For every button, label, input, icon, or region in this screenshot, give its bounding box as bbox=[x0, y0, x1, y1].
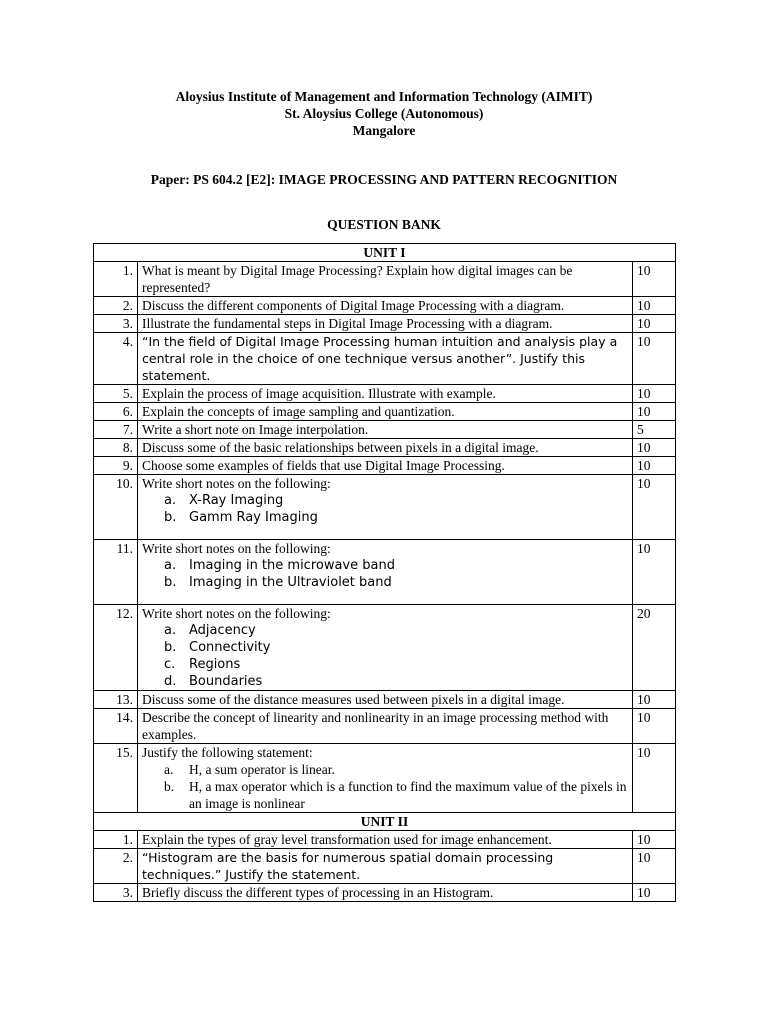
question-cell bbox=[138, 457, 633, 475]
question-marks: 10 bbox=[633, 849, 676, 884]
question-text: Explain the concepts of image sampling and quantization. bbox=[142, 404, 455, 419]
question-row bbox=[94, 421, 676, 439]
question-marks: 10 bbox=[633, 475, 676, 540]
sub-question-text: Adjacency bbox=[189, 623, 256, 638]
question-row bbox=[94, 385, 676, 403]
question-row bbox=[94, 315, 676, 333]
paper-title: Paper: PS 604.2 [E2]: IMAGE PROCESSING AND PATTERN RECOGNITION bbox=[150, 172, 618, 187]
sub-question bbox=[164, 639, 628, 656]
question-marks: 10 bbox=[633, 385, 676, 403]
question-cell bbox=[138, 540, 633, 605]
sub-question-label: d. bbox=[164, 674, 177, 689]
question-cell bbox=[138, 475, 633, 540]
sub-question-label: a. bbox=[164, 623, 177, 638]
question-number: 4. bbox=[94, 333, 138, 385]
question-number: 3. bbox=[94, 884, 138, 902]
sub-question bbox=[164, 557, 628, 574]
question-row bbox=[94, 262, 676, 297]
sub-question-text: Gamm Ray Imaging bbox=[189, 510, 318, 525]
question-text: Write short notes on the following: bbox=[142, 606, 331, 621]
question-marks: 20 bbox=[633, 605, 676, 691]
question-number: 6. bbox=[94, 403, 138, 421]
question-text: Briefly discuss the different types of processing in an Histogram. bbox=[142, 885, 494, 900]
sub-question bbox=[164, 778, 628, 812]
sub-question-text: H, a sum operator is linear. bbox=[189, 762, 335, 777]
question-marks: 10 bbox=[633, 315, 676, 333]
question-marks: 10 bbox=[633, 333, 676, 385]
question-text: Discuss the different components of Digital Image Processing with a diagram. bbox=[142, 298, 565, 313]
college-name: St. Aloysius College (Autonomous) bbox=[284, 106, 484, 121]
sub-question-list bbox=[142, 622, 628, 690]
question-text: Discuss some of the basic relationships between pixels in a digital image. bbox=[142, 440, 539, 455]
question-marks: 10 bbox=[633, 297, 676, 315]
unit-title: UNIT II bbox=[94, 813, 676, 831]
question-text: “Histogram are the basis for numerous spatial domain processing techniques.” Justify the statement. bbox=[142, 850, 554, 882]
question-marks: 10 bbox=[633, 884, 676, 902]
question-row bbox=[94, 849, 676, 884]
sub-question-text: Imaging in the Ultraviolet band bbox=[189, 575, 392, 590]
sub-question-text: Connectivity bbox=[189, 640, 271, 655]
question-text: Write short notes on the following: bbox=[142, 476, 331, 491]
question-text: Justify the following statement: bbox=[142, 745, 313, 760]
question-text: Describe the concept of linearity and nonlinearity in an image processing method with examples. bbox=[142, 710, 609, 742]
question-cell bbox=[138, 297, 633, 315]
unit-header-row bbox=[94, 244, 676, 262]
question-marks: 10 bbox=[633, 540, 676, 605]
question-text: Explain the process of image acquisition. Illustrate with example. bbox=[142, 386, 496, 401]
question-text: Write a short note on Image interpolation. bbox=[142, 422, 369, 437]
question-cell bbox=[138, 439, 633, 457]
sub-question-text: H, a max operator which is a function to find the maximum value of the pixels in an image is nonlinear bbox=[189, 779, 627, 811]
unit-title: UNIT I bbox=[94, 244, 676, 262]
question-marks: 5 bbox=[633, 421, 676, 439]
question-number: 10. bbox=[94, 475, 138, 540]
question-marks: 10 bbox=[633, 831, 676, 849]
question-number: 13. bbox=[94, 691, 138, 709]
question-row bbox=[94, 709, 676, 744]
question-row bbox=[94, 439, 676, 457]
question-number: 15. bbox=[94, 744, 138, 813]
question-bank-title: QUESTION BANK bbox=[327, 217, 441, 232]
question-number: 7. bbox=[94, 421, 138, 439]
question-cell bbox=[138, 691, 633, 709]
question-row bbox=[94, 884, 676, 902]
sub-question-label: b. bbox=[164, 510, 177, 525]
sub-question bbox=[164, 622, 628, 639]
question-row bbox=[94, 605, 676, 691]
question-cell bbox=[138, 744, 633, 813]
question-number: 12. bbox=[94, 605, 138, 691]
question-number: 1. bbox=[94, 831, 138, 849]
sub-question-label: b. bbox=[164, 640, 177, 655]
question-number: 9. bbox=[94, 457, 138, 475]
question-cell bbox=[138, 315, 633, 333]
sub-question-label: a. bbox=[164, 493, 177, 508]
question-number: 8. bbox=[94, 439, 138, 457]
sub-question-label: b. bbox=[164, 779, 175, 794]
question-marks: 10 bbox=[633, 262, 676, 297]
question-marks: 10 bbox=[633, 691, 676, 709]
question-cell bbox=[138, 421, 633, 439]
question-number: 2. bbox=[94, 849, 138, 884]
question-cell bbox=[138, 884, 633, 902]
sub-question-text: Boundaries bbox=[189, 674, 263, 689]
sub-question bbox=[164, 673, 628, 690]
question-text: Explain the types of gray level transformation used for image enhancement. bbox=[142, 832, 552, 847]
question-cell bbox=[138, 709, 633, 744]
sub-question-label: b. bbox=[164, 575, 177, 590]
question-marks: 10 bbox=[633, 403, 676, 421]
unit-header-row bbox=[94, 813, 676, 831]
city-name: Mangalore bbox=[352, 123, 416, 138]
question-number: 11. bbox=[94, 540, 138, 605]
question-text: Illustrate the fundamental steps in Digital Image Processing with a diagram. bbox=[142, 316, 553, 331]
sub-question bbox=[164, 656, 628, 673]
question-row bbox=[94, 540, 676, 605]
sub-question bbox=[164, 492, 628, 509]
sub-question bbox=[164, 761, 628, 778]
question-number: 1. bbox=[94, 262, 138, 297]
sub-question-label: a. bbox=[164, 558, 177, 573]
question-number: 3. bbox=[94, 315, 138, 333]
question-number: 2. bbox=[94, 297, 138, 315]
question-text: Choose some examples of fields that use Digital Image Processing. bbox=[142, 458, 505, 473]
question-row bbox=[94, 831, 676, 849]
sub-question bbox=[164, 509, 628, 526]
question-marks: 10 bbox=[633, 439, 676, 457]
question-row bbox=[94, 744, 676, 813]
sub-question-text: Regions bbox=[189, 657, 241, 672]
sub-question-label: c. bbox=[164, 657, 176, 672]
question-marks: 10 bbox=[633, 744, 676, 813]
question-cell bbox=[138, 831, 633, 849]
sub-question-text: X-Ray Imaging bbox=[189, 493, 284, 508]
question-row bbox=[94, 333, 676, 385]
question-cell bbox=[138, 849, 633, 884]
question-row bbox=[94, 297, 676, 315]
question-row bbox=[94, 691, 676, 709]
question-row bbox=[94, 457, 676, 475]
question-marks: 10 bbox=[633, 457, 676, 475]
sub-question-list bbox=[142, 761, 628, 812]
question-table-body bbox=[94, 244, 676, 902]
question-cell bbox=[138, 262, 633, 297]
question-text: Discuss some of the distance measures used between pixels in a digital image. bbox=[142, 692, 565, 707]
question-cell bbox=[138, 385, 633, 403]
question-number: 5. bbox=[94, 385, 138, 403]
sub-question-label: a. bbox=[164, 762, 174, 777]
sub-question-list bbox=[142, 492, 628, 526]
institute-name: Aloysius Institute of Management and Information Technology (AIMIT) bbox=[175, 89, 593, 104]
question-marks: 10 bbox=[633, 709, 676, 744]
question-text: What is meant by Digital Image Processing? Explain how digital images can be represented? bbox=[142, 263, 573, 295]
question-row bbox=[94, 475, 676, 540]
sub-question-text: Imaging in the microwave band bbox=[189, 558, 395, 573]
question-text: Write short notes on the following: bbox=[142, 541, 331, 556]
question-cell bbox=[138, 403, 633, 421]
question-text: “In the field of Digital Image Processing human intuition and analysis play a central role in the choice of one technique versus another”. Justify this statement. bbox=[142, 334, 618, 383]
question-row bbox=[94, 403, 676, 421]
sub-question bbox=[164, 574, 628, 591]
question-cell bbox=[138, 333, 633, 385]
question-table bbox=[93, 243, 676, 902]
question-cell bbox=[138, 605, 633, 691]
sub-question-list bbox=[142, 557, 628, 591]
question-number: 14. bbox=[94, 709, 138, 744]
